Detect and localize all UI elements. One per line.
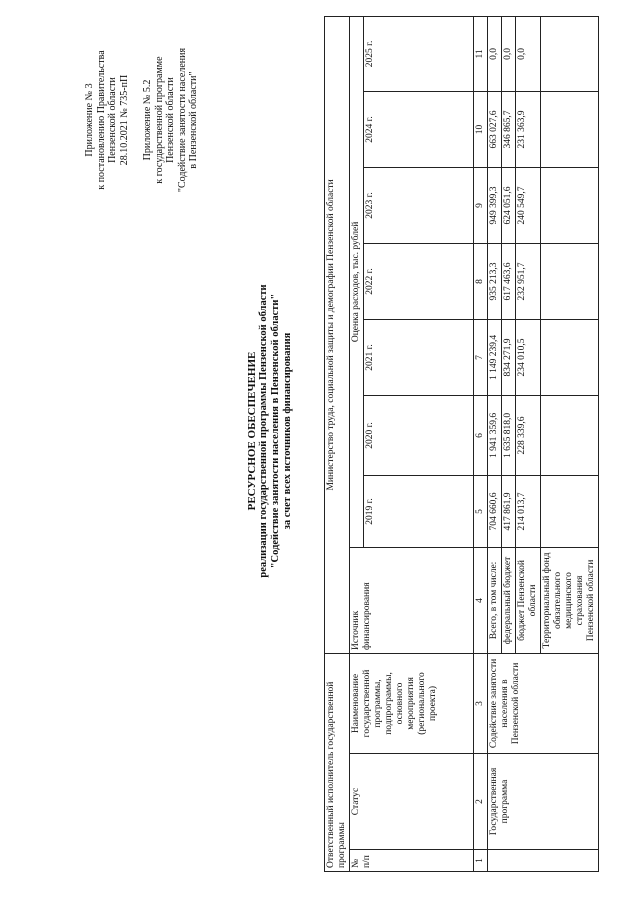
appendix-line: Приложение № 3: [84, 83, 95, 157]
row-status: Государственная программа: [488, 754, 599, 850]
value-cell: 704 660,6: [488, 475, 502, 547]
value-cell: 417 861,9: [502, 475, 516, 547]
value-cell: 0,0: [488, 16, 502, 91]
header-num: № п/п: [350, 850, 474, 872]
appendix-line: Приложение № 5.2: [142, 79, 153, 161]
source-label: Всего, в том числе:: [488, 547, 502, 653]
year-header: 2022 г.: [364, 243, 474, 319]
column-index: 11: [474, 16, 488, 91]
column-index: 5: [474, 475, 488, 547]
title-line: реализации государственной программы Пензенской области: [258, 284, 269, 578]
column-index: 9: [474, 167, 488, 243]
column-index: 3: [474, 653, 488, 753]
header-responsible-value: Министерство труда, социальной защиты и демографии Пензенской области: [325, 16, 350, 653]
value-cell: [541, 475, 599, 547]
year-header: 2019 г.: [364, 475, 474, 547]
value-cell: 231 363,9: [516, 91, 541, 167]
header-row-main: [350, 16, 364, 871]
title-line: за счет всех источников финансирования: [282, 332, 293, 530]
value-cell: 834 271,9: [502, 319, 516, 395]
value-cell: 1 635 818,0: [502, 395, 516, 475]
value-cell: [541, 243, 599, 319]
source-label: бюджет Пензенской области: [516, 547, 541, 653]
document-title: [246, 171, 294, 691]
value-cell: 663 027,6: [488, 91, 502, 167]
appendix-line: 28.10.2021 № 735-пП: [118, 74, 130, 166]
appendix-line: к государственной программе: [153, 56, 165, 184]
header-responsible: Ответственный исполнитель государственной программы: [325, 653, 350, 871]
value-cell: 240 549,7: [516, 167, 541, 243]
column-index: 7: [474, 319, 488, 395]
title-line: "Содействие занятости населения в Пензенской области": [270, 293, 281, 569]
value-cell: 228 339,6: [516, 395, 541, 475]
source-label: федеральный бюджет: [502, 547, 516, 653]
row-num-cell: [488, 850, 599, 872]
year-header: 2021 г.: [364, 319, 474, 395]
appendix-line: Пензенской области: [107, 77, 118, 163]
column-index: 2: [474, 754, 488, 850]
header-estimate: Оценка расходов, тыс. рублей: [350, 16, 364, 547]
value-cell: 346 865,7: [502, 91, 516, 167]
value-cell: [541, 91, 599, 167]
value-cell: 624 051,6: [502, 167, 516, 243]
value-cell: 0,0: [502, 16, 516, 91]
value-cell: 1 941 359,6: [488, 395, 502, 475]
value-cell: [541, 167, 599, 243]
value-cell: [541, 319, 599, 395]
year-header: 2025 г.: [364, 16, 474, 91]
year-header: 2023 г.: [364, 167, 474, 243]
appendix-line: в Пензенской области": [188, 71, 199, 169]
value-cell: 1 149 239,4: [488, 319, 502, 395]
title-main: РЕСУРСНОЕ ОБЕСПЕЧЕНИЕ: [246, 351, 258, 511]
value-cell: 234 010,5: [516, 319, 541, 395]
header-name: Наименование государственной программы, подпрограммы, основного мероприятия (регионального проекта): [350, 653, 474, 753]
value-cell: [541, 395, 599, 475]
column-index: 6: [474, 395, 488, 475]
row-name: Содействие занятости населения в Пензенской области: [488, 653, 599, 753]
value-cell: 617 463,6: [502, 243, 516, 319]
appendix-line: "Содействие занятости населения: [176, 47, 188, 193]
column-index: 8: [474, 243, 488, 319]
column-index: 10: [474, 91, 488, 167]
appendix-line: Пензенской области: [165, 77, 176, 163]
header-status: Статус: [350, 754, 474, 850]
appendix-line: к постановлению Правительства: [95, 50, 107, 190]
value-cell: 214 013,7: [516, 475, 541, 547]
value-cell: 935 213,3: [488, 243, 502, 319]
column-index: 4: [474, 547, 488, 653]
header-row-responsible: [325, 16, 350, 871]
resource-table: [324, 16, 599, 872]
index-row: [474, 16, 488, 871]
value-cell: [541, 16, 599, 91]
appendix-block: [84, 22, 200, 218]
year-header: 2024 г.: [364, 91, 474, 167]
year-header: 2020 г.: [364, 395, 474, 475]
value-cell: 0,0: [516, 16, 541, 91]
value-cell: 949 399,3: [488, 167, 502, 243]
column-index: 1: [474, 850, 488, 872]
header-source: Источник финансирования: [350, 547, 474, 653]
table-row: [488, 16, 502, 871]
source-label: Территориальный фонд обязательного медицинского страхования Пензенской области: [541, 547, 599, 653]
value-cell: 232 951,7: [516, 243, 541, 319]
